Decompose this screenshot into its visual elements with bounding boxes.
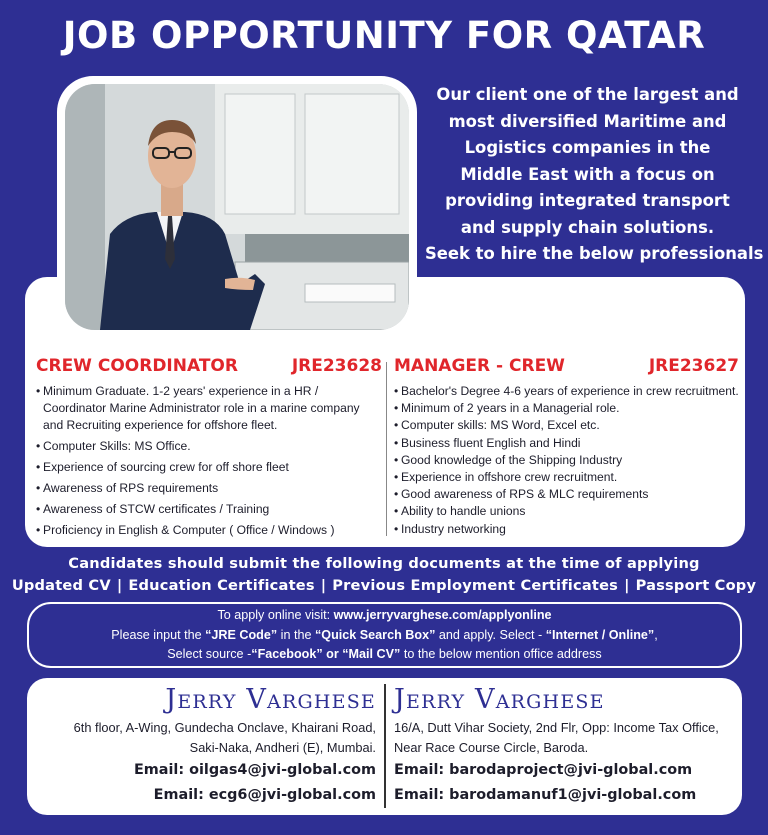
office-scene-illustration xyxy=(65,84,409,330)
apply-text: and apply. Select - xyxy=(435,627,546,642)
document-item: Education Certificates xyxy=(128,577,315,594)
requirement-item: • Good knowledge of the Shipping Industry xyxy=(394,452,739,469)
requirement-item: • Proficiency in English & Computer ( Office / Windows ) xyxy=(36,522,382,539)
address-line: Saki-Naka, Andheri (E), Mumbai. xyxy=(189,740,376,755)
intro-line: and supply chain solutions. xyxy=(460,217,715,237)
document-item: Previous Employment Certificates xyxy=(332,577,619,594)
requirement-item: • Bachelor's Degree 4-6 years of experience in crew recruitment. xyxy=(394,383,739,400)
apply-line-2 xyxy=(29,626,740,646)
apply-text: Please input the xyxy=(111,627,206,642)
requirement-item: • Minimum of 2 years in a Managerial role. xyxy=(394,400,739,417)
apply-instructions xyxy=(27,602,742,668)
apply-text: to the below mention office address xyxy=(400,647,602,661)
apply-text: Select source - xyxy=(167,647,252,661)
requirement-item: • Business fluent English and Hindi xyxy=(394,435,739,452)
requirement-item: • Experience in offshore crew recruitment. xyxy=(394,469,739,486)
separator: | xyxy=(624,577,630,594)
headline: JOB OPPORTUNITY FOR QATAR xyxy=(62,14,706,57)
requirement-item: • Awareness of RPS requirements xyxy=(36,480,382,497)
documents-list xyxy=(0,577,768,594)
apply-line-1 xyxy=(29,606,740,626)
apply-text-bold: “Internet / Online” xyxy=(545,627,655,642)
intro-line: Our client one of the largest and xyxy=(436,85,739,104)
jobs-divider xyxy=(386,362,387,536)
addresses-divider xyxy=(384,684,386,808)
intro-line: providing integrated transport xyxy=(445,191,730,210)
job-requirements xyxy=(36,383,382,539)
brand-logo: Jerry Varghese xyxy=(165,684,376,715)
document-item: Updated CV xyxy=(11,577,111,594)
apply-text-bold: “Quick Search Box” xyxy=(314,627,436,642)
document-item: Passport Copy xyxy=(635,577,757,594)
apply-line-3 xyxy=(29,645,740,665)
job-code: JRE23627 xyxy=(648,356,739,376)
office-baroda xyxy=(394,686,742,808)
intro-line: Seek to hire the below professionals xyxy=(425,244,764,263)
apply-text-bold: “Facebook” or “Mail CV” xyxy=(251,647,401,661)
businessman-photo xyxy=(65,84,409,330)
intro-line: Middle East with a focus on xyxy=(460,164,715,184)
address-line: Near Race Course Circle, Baroda. xyxy=(394,740,589,755)
intro-line: Logistics companies in the xyxy=(464,138,711,157)
address-line: 6th floor, A-Wing, Gundecha Onclave, Khairani Road, xyxy=(73,720,376,735)
apply-prefix: To apply online visit: xyxy=(217,608,334,622)
job-title: MANAGER - CREW xyxy=(394,356,565,376)
apply-text: , xyxy=(654,627,658,642)
email-link[interactable]: Email: oilgas4@jvi-global.com xyxy=(133,762,376,778)
job-requirements xyxy=(394,383,739,538)
photo-frame xyxy=(57,76,417,338)
brand-logo: Jerry Varghese xyxy=(394,684,605,715)
requirement-item: • Good awareness of RPS & MLC requirements xyxy=(394,486,739,503)
requirement-item: • Minimum Graduate. 1-2 years' experience in a HR / Coordinator Marine Administrator role in a marine company and Recruiting experience for offshore fleet. xyxy=(36,383,382,434)
job-crew-coordinator xyxy=(36,356,382,543)
job-manager-crew xyxy=(394,356,739,538)
email-link[interactable]: Email: barodaproject@jvi-global.com xyxy=(394,762,693,778)
apply-text-bold: “JRE Code” xyxy=(205,627,278,642)
separator: | xyxy=(116,577,123,594)
address-line: 16/A, Dutt Vihar Society, 2nd Flr, Opp: Income Tax Office, xyxy=(394,720,719,735)
separator: | xyxy=(320,577,327,594)
office-mumbai xyxy=(36,686,376,808)
documents-title: Candidates should submit the following documents at the time of applying xyxy=(68,555,700,572)
apply-text: in the xyxy=(277,627,315,642)
requirement-item: • Computer skills: MS Word, Excel etc. xyxy=(394,417,739,434)
job-title: CREW COORDINATOR xyxy=(36,356,238,376)
requirement-item: • Computer Skills: MS Office. xyxy=(36,438,382,455)
apply-url-link[interactable]: www.jerryvarghese.com/applyonline xyxy=(333,608,552,622)
email-link[interactable]: Email: barodamanuf1@jvi-global.com xyxy=(394,787,697,803)
intro-line: most diversified Maritime and xyxy=(448,111,727,131)
company-intro xyxy=(425,82,764,268)
requirement-item: • Industry networking xyxy=(394,521,739,538)
requirement-item: • Ability to handle unions xyxy=(394,503,739,520)
requirement-item: • Experience of sourcing crew for off shore fleet xyxy=(36,459,382,476)
job-code: JRE23628 xyxy=(291,356,382,376)
email-link[interactable]: Email: ecg6@jvi-global.com xyxy=(153,787,376,803)
requirement-item: • Awareness of STCW certificates / Training xyxy=(36,501,382,518)
